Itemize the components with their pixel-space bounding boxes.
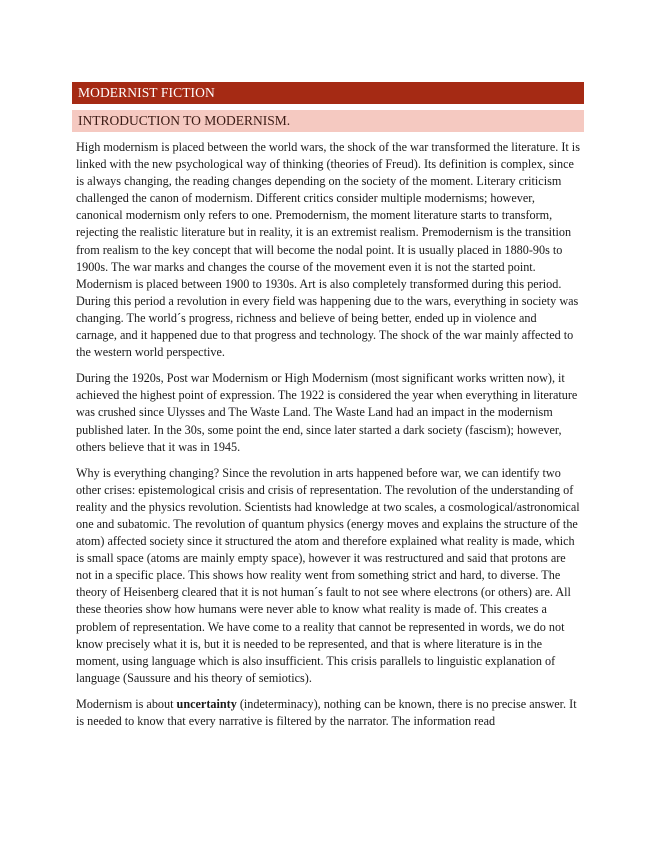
subsection-heading-bar bbox=[72, 110, 584, 132]
section-title: MODERNIST FICTION bbox=[78, 85, 215, 100]
paragraph-4-lead: Modernism is about bbox=[76, 696, 177, 711]
subsection-heading: INTRODUCTION TO MODERNISM. bbox=[78, 113, 291, 128]
section-title-bar bbox=[72, 82, 584, 104]
paragraph-4 bbox=[72, 696, 584, 730]
paragraph-1: High modernism is placed between the world wars, the shock of the war transformed the literature. It is linked with the new psychological way of thinking (theories of Freud). Its definition is complex, since is always changing, the reading changes depending on the society of the moment. Literary criticism challenged the canon of modernism. Different critics consider multiple modernisms; however, canonical modernism only refers to one. Premodernism, the moment literature starts to transform, rejecting the realistic literature but in reality, it is an extremist realism. Premodernism is the transition from realism to the key concept that will become the nodal point. It is usually placed in 1880-90s to 1900s. The war marks and changes the course of the movement even it is not the started point. Modernism is placed between 1900 to 1930s. Art is also completely transformed during this period. During this period a revolution in every field was happening due to the wars, everything in society was changing. The world´s progress, richness and believe of being better, ended up in violence and carnage, and it happened due to that progress and technology. The shock of the war mainly affected to the western world perspective. bbox=[76, 140, 580, 360]
paragraph-3: Why is everything changing? Since the revolution in arts happened before war, we can identify two other crises: epistemological crisis and crisis of representation. The revolution of the understanding of reality and the physics revolution. Scientists had knowledge at two scales, a cosmological/astronomical one and subatomic. The revolution of quantum physics (energy moves and explains the structure of the atom) affected society since it structured the atom and therefore explained what reality is made, which is small space (atoms are mainly empty space), however it was restructured and said that protons are not in a specific place. This shows how reality went from something strict and hard, to diverse. The theory of Heisenberg cleared that it is not human´s fault to not see where electrons (or others) are. All these theories show how humans were never able to know what reality is made of. This creates a problem of representation. We have come to a reality that cannot be represented in words, we do not know precisely what it is, but it is needed to be represented, and that is where literature is in the moment, using language which is also insufficient. This crisis parallels to linguistic explanation of language (Saussure and his theory of semiotics). bbox=[76, 465, 580, 685]
paragraph-2: During the 1920s, Post war Modernism or High Modernism (most significant works written now), it achieved the highest point of expression. The 1922 is considered the year when everything in literature was crushed since Ulysses and The Waste Land. The Waste Land had an impact in the modernism published later. In the 30s, some point the end, since later started a dark society (fascism); however, others believe that it was in 1945. bbox=[76, 371, 578, 454]
document-page bbox=[72, 82, 584, 730]
paragraph-4-emphasis: uncertainty bbox=[176, 696, 237, 711]
paragraph-4-rest: (indeterminacy), nothing can be known, there is no precise answer. It is needed to know that every narrative is filtered by the narrator. The information read bbox=[76, 696, 577, 728]
